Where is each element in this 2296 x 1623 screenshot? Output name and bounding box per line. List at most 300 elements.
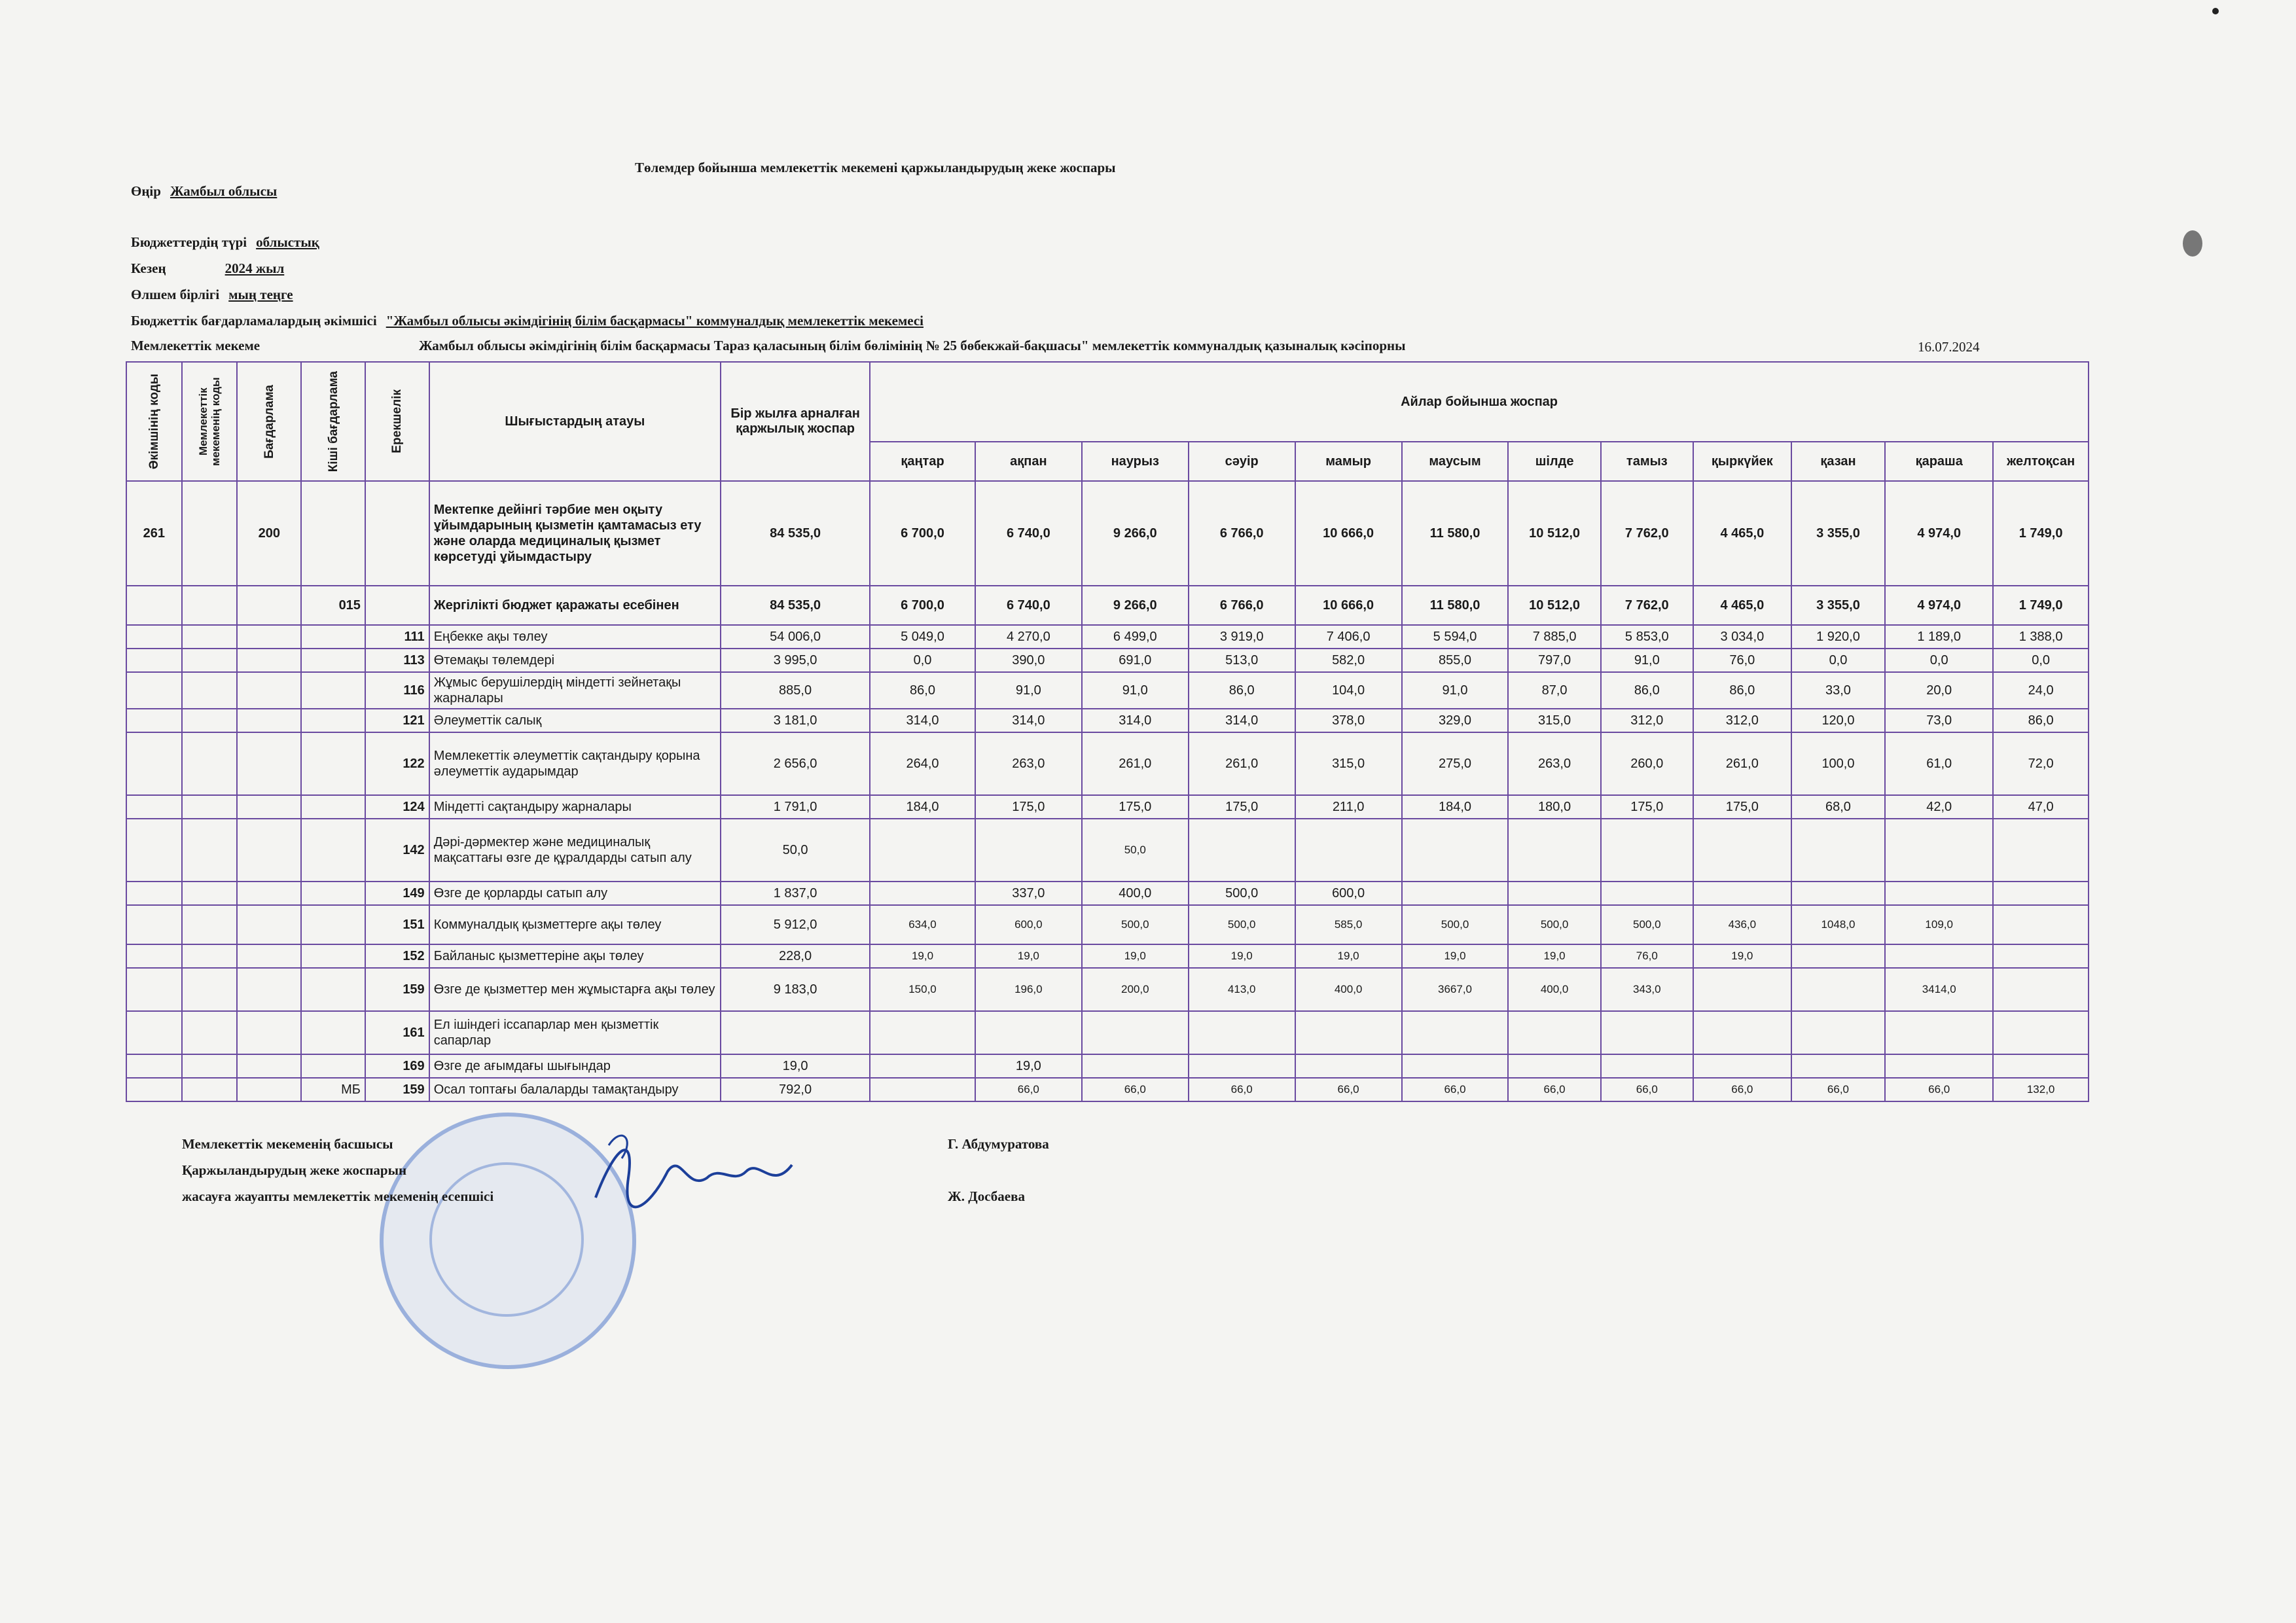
month-value-cell: 91,0 (1402, 672, 1509, 709)
month-value-cell: 86,0 (870, 672, 975, 709)
admin-value: "Жамбыл облысы әкімдігінің білім басқармасы" коммуналдық мемлекеттік мекемесі (386, 313, 924, 329)
month-value-cell: 150,0 (870, 968, 975, 1011)
subprogram-cell (301, 481, 365, 586)
header-monthly-plan: Айлар бойынша жоспар (870, 362, 2089, 442)
annual-plan-cell: 792,0 (721, 1078, 870, 1101)
unit-line (131, 287, 293, 303)
month-header: қыркүйек (1693, 442, 1791, 481)
month-value-cell: 0,0 (1885, 649, 1993, 672)
month-value-cell: 6 766,0 (1189, 481, 1295, 586)
month-value-cell (1993, 968, 2089, 1011)
month-value-cell (1508, 882, 1600, 905)
institution-code-cell (182, 1078, 238, 1101)
month-value-cell (1791, 819, 1885, 882)
month-value-cell: 76,0 (1601, 944, 1693, 968)
month-value-cell: 263,0 (1508, 732, 1600, 795)
program-cell (237, 672, 301, 709)
month-value-cell (1601, 819, 1693, 882)
admin-code-cell (126, 819, 182, 882)
month-value-cell (1693, 1054, 1791, 1078)
month-value-cell: 390,0 (975, 649, 1082, 672)
specific-cell: 121 (365, 709, 429, 732)
month-value-cell (975, 1011, 1082, 1054)
expense-name-cell: Жұмыс берушілердің міндетті зейнетақы жарналары (429, 672, 721, 709)
table-row (126, 586, 2089, 625)
admin-code-cell (126, 625, 182, 649)
admin-code-cell (126, 905, 182, 944)
month-value-cell: 66,0 (975, 1078, 1082, 1101)
table-row (126, 968, 2089, 1011)
annual-plan-cell: 3 181,0 (721, 709, 870, 732)
month-header: сәуір (1189, 442, 1295, 481)
month-value-cell (1508, 819, 1600, 882)
month-value-cell (1791, 1054, 1885, 1078)
month-value-cell: 6 740,0 (975, 481, 1082, 586)
annual-plan-cell: 228,0 (721, 944, 870, 968)
month-value-cell: 76,0 (1693, 649, 1791, 672)
month-value-cell (870, 1011, 975, 1054)
month-value-cell: 66,0 (1693, 1078, 1791, 1101)
month-value-cell: 513,0 (1189, 649, 1295, 672)
region-label: Өңір (131, 183, 161, 199)
month-value-cell: 400,0 (1295, 968, 1402, 1011)
month-value-cell: 7 406,0 (1295, 625, 1402, 649)
month-value-cell: 5 594,0 (1402, 625, 1509, 649)
institution-value: Жамбыл облысы әкімдігінің білім басқармасы Тараз қаласының білім бөлімінің № 25 бөбекжай-бақшасы" мемлекеттік коммуналдық қазыналық кәсіпорны (419, 338, 1406, 353)
expense-name-cell: Өзге де қорларды сатып алу (429, 882, 721, 905)
month-value-cell (1082, 1011, 1189, 1054)
expense-name-cell: Жергілікті бюджет қаражаты есебінен (429, 586, 721, 625)
month-value-cell (1601, 1011, 1693, 1054)
month-value-cell (1508, 1011, 1600, 1054)
month-value-cell: 7 885,0 (1508, 625, 1600, 649)
month-value-cell: 120,0 (1791, 709, 1885, 732)
admin-code-cell (126, 672, 182, 709)
admin-code-cell (126, 944, 182, 968)
month-value-cell: 211,0 (1295, 795, 1402, 819)
month-value-cell (1601, 882, 1693, 905)
program-cell (237, 795, 301, 819)
accountant-signature (589, 1119, 798, 1224)
institution-code-cell (182, 944, 238, 968)
admin-label: Бюджеттік бағдарламалардың әкімшісі (131, 313, 377, 329)
month-value-cell (1402, 1011, 1509, 1054)
institution-code-cell (182, 586, 238, 625)
month-value-cell: 19,0 (1189, 944, 1295, 968)
month-value-cell: 263,0 (975, 732, 1082, 795)
month-value-cell (1885, 1011, 1993, 1054)
month-value-cell: 6 700,0 (870, 586, 975, 625)
budget-type-line (131, 234, 319, 251)
institution-code-cell (182, 795, 238, 819)
month-value-cell (1189, 819, 1295, 882)
month-value-cell: 261,0 (1082, 732, 1189, 795)
month-value-cell: 500,0 (1508, 905, 1600, 944)
accountant-name: Ж. Досбаева (948, 1188, 1025, 1204)
admin-code-cell (126, 968, 182, 1011)
document-date: 16.07.2024 (1918, 339, 1980, 355)
header-subprogram: Кіші бағдарлама (301, 362, 365, 481)
subprogram-cell (301, 1054, 365, 1078)
month-value-cell: 585,0 (1295, 905, 1402, 944)
expense-name-cell: Осал топтағы балаларды тамақтандыру (429, 1078, 721, 1101)
unit-value: мың теңге (228, 287, 293, 302)
period-line (131, 260, 284, 277)
institution-code-cell (182, 481, 238, 586)
annual-plan-cell: 5 912,0 (721, 905, 870, 944)
month-header: қазан (1791, 442, 1885, 481)
month-value-cell: 314,0 (975, 709, 1082, 732)
month-value-cell: 500,0 (1189, 905, 1295, 944)
subprogram-cell (301, 625, 365, 649)
annual-plan-cell: 1 837,0 (721, 882, 870, 905)
month-value-cell: 19,0 (1402, 944, 1509, 968)
program-cell (237, 709, 301, 732)
month-value-cell: 312,0 (1693, 709, 1791, 732)
month-value-cell (1693, 1011, 1791, 1054)
month-value-cell: 400,0 (1082, 882, 1189, 905)
subprogram-cell (301, 672, 365, 709)
month-value-cell: 132,0 (1993, 1078, 2089, 1101)
month-value-cell (870, 819, 975, 882)
month-value-cell (1885, 1054, 1993, 1078)
month-value-cell: 6 740,0 (975, 586, 1082, 625)
month-value-cell: 500,0 (1402, 905, 1509, 944)
month-value-cell (975, 819, 1082, 882)
admin-code-cell (126, 586, 182, 625)
month-value-cell: 20,0 (1885, 672, 1993, 709)
admin-code-cell (126, 649, 182, 672)
month-value-cell (1993, 819, 2089, 882)
month-value-cell: 66,0 (1295, 1078, 1402, 1101)
month-value-cell: 797,0 (1508, 649, 1600, 672)
month-value-cell: 4 974,0 (1885, 586, 1993, 625)
month-value-cell: 312,0 (1601, 709, 1693, 732)
month-value-cell: 315,0 (1295, 732, 1402, 795)
table-row (126, 481, 2089, 586)
month-value-cell (1693, 882, 1791, 905)
expense-name-cell: Әлеуметтік салық (429, 709, 721, 732)
month-value-cell: 314,0 (870, 709, 975, 732)
subprogram-cell (301, 819, 365, 882)
month-value-cell: 50,0 (1082, 819, 1189, 882)
month-value-cell: 261,0 (1693, 732, 1791, 795)
specific-cell (365, 481, 429, 586)
month-value-cell (1189, 1011, 1295, 1054)
month-value-cell (1993, 882, 2089, 905)
month-value-cell: 66,0 (1508, 1078, 1600, 1101)
table-row (126, 795, 2089, 819)
month-value-cell: 4 465,0 (1693, 586, 1791, 625)
month-value-cell: 10 666,0 (1295, 481, 1402, 586)
month-value-cell: 104,0 (1295, 672, 1402, 709)
month-value-cell (1295, 1054, 1402, 1078)
expense-name-cell: Байланыс қызметтеріне ақы төлеу (429, 944, 721, 968)
month-value-cell: 0,0 (1993, 649, 2089, 672)
month-value-cell (1791, 944, 1885, 968)
program-cell (237, 586, 301, 625)
month-value-cell: 19,0 (975, 1054, 1082, 1078)
month-value-cell (1693, 819, 1791, 882)
subprogram-cell (301, 905, 365, 944)
month-value-cell (1402, 819, 1509, 882)
month-value-cell: 261,0 (1189, 732, 1295, 795)
table-row (126, 732, 2089, 795)
month-value-cell (1693, 968, 1791, 1011)
admin-code-cell (126, 882, 182, 905)
table-row (126, 944, 2089, 968)
institution-code-cell (182, 968, 238, 1011)
month-value-cell: 0,0 (870, 649, 975, 672)
specific-cell: 159 (365, 968, 429, 1011)
program-cell (237, 1078, 301, 1101)
month-value-cell: 33,0 (1791, 672, 1885, 709)
program-cell (237, 1011, 301, 1054)
month-value-cell: 436,0 (1693, 905, 1791, 944)
month-value-cell (870, 1054, 975, 1078)
specific-cell (365, 586, 429, 625)
subprogram-cell (301, 882, 365, 905)
admin-line (131, 313, 924, 329)
table-row (126, 1011, 2089, 1054)
month-value-cell: 10 512,0 (1508, 481, 1600, 586)
month-value-cell: 314,0 (1189, 709, 1295, 732)
month-value-cell (1295, 819, 1402, 882)
month-value-cell: 500,0 (1082, 905, 1189, 944)
institution-code-cell (182, 625, 238, 649)
program-cell (237, 905, 301, 944)
institution-code-cell (182, 672, 238, 709)
month-value-cell: 19,0 (1082, 944, 1189, 968)
month-value-cell: 314,0 (1082, 709, 1189, 732)
month-value-cell: 86,0 (1993, 709, 2089, 732)
month-value-cell: 47,0 (1993, 795, 2089, 819)
accountant-label-1: Қаржыландырудың жеке жоспарын (182, 1162, 407, 1178)
month-value-cell: 691,0 (1082, 649, 1189, 672)
subprogram-cell (301, 709, 365, 732)
month-value-cell: 3 919,0 (1189, 625, 1295, 649)
institution-code-cell (182, 709, 238, 732)
month-value-cell: 500,0 (1601, 905, 1693, 944)
month-value-cell: 1 388,0 (1993, 625, 2089, 649)
month-header: қаңтар (870, 442, 975, 481)
month-value-cell: 1048,0 (1791, 905, 1885, 944)
month-value-cell (870, 1078, 975, 1101)
subprogram-cell: 015 (301, 586, 365, 625)
program-cell (237, 968, 301, 1011)
table-row (126, 819, 2089, 882)
period-label: Кезең (131, 260, 166, 276)
specific-cell: 152 (365, 944, 429, 968)
specific-cell: 124 (365, 795, 429, 819)
month-value-cell: 3 034,0 (1693, 625, 1791, 649)
accountant-label-2: жасауға жауапты мемлекеттік мекеменің есепшісі (182, 1188, 494, 1204)
specific-cell: 161 (365, 1011, 429, 1054)
specific-cell: 159 (365, 1078, 429, 1101)
page-title: Төлемдер бойынша мемлекеттік мекемені қаржыландырудың жеке жоспары (635, 160, 1116, 175)
specific-cell: 122 (365, 732, 429, 795)
program-cell (237, 1054, 301, 1078)
month-value-cell: 175,0 (1082, 795, 1189, 819)
month-value-cell (1189, 1054, 1295, 1078)
month-value-cell: 175,0 (1693, 795, 1791, 819)
month-value-cell: 1 749,0 (1993, 481, 2089, 586)
subprogram-cell (301, 732, 365, 795)
admin-code-cell (126, 1078, 182, 1101)
paper-speck (2212, 8, 2219, 14)
plan-body (126, 481, 2089, 1101)
subprogram-cell: МБ (301, 1078, 365, 1101)
expense-name-cell: Міндетті сақтандыру жарналары (429, 795, 721, 819)
month-value-cell: 180,0 (1508, 795, 1600, 819)
table-row (126, 625, 2089, 649)
annual-plan-cell: 9 183,0 (721, 968, 870, 1011)
month-value-cell: 500,0 (1189, 882, 1295, 905)
month-value-cell: 0,0 (1791, 649, 1885, 672)
expense-name-cell: Ел ішіндегі іссапарлар мен қызметтік сапарлар (429, 1011, 721, 1054)
budget-type-label: Бюджеттердің түрі (131, 234, 247, 250)
program-cell (237, 649, 301, 672)
month-value-cell: 634,0 (870, 905, 975, 944)
program-cell (237, 625, 301, 649)
month-value-cell: 264,0 (870, 732, 975, 795)
month-value-cell (1993, 944, 2089, 968)
program-cell (237, 882, 301, 905)
month-value-cell: 100,0 (1791, 732, 1885, 795)
month-header: наурыз (1082, 442, 1189, 481)
table-row (126, 1078, 2089, 1101)
month-header: желтоқсан (1993, 442, 2089, 481)
month-value-cell: 5 049,0 (870, 625, 975, 649)
institution-code-cell (182, 882, 238, 905)
month-value-cell: 86,0 (1601, 672, 1693, 709)
month-value-cell: 19,0 (870, 944, 975, 968)
month-value-cell: 260,0 (1601, 732, 1693, 795)
month-value-cell: 4 465,0 (1693, 481, 1791, 586)
month-value-cell: 315,0 (1508, 709, 1600, 732)
institution-code-cell (182, 905, 238, 944)
specific-cell: 111 (365, 625, 429, 649)
month-value-cell: 9 266,0 (1082, 481, 1189, 586)
month-value-cell: 66,0 (1402, 1078, 1509, 1101)
month-value-cell: 73,0 (1885, 709, 1993, 732)
month-value-cell: 19,0 (1508, 944, 1600, 968)
month-value-cell (1791, 882, 1885, 905)
month-value-cell: 400,0 (1508, 968, 1600, 1011)
month-value-cell: 91,0 (1601, 649, 1693, 672)
annual-plan-cell: 84 535,0 (721, 481, 870, 586)
month-value-cell: 11 580,0 (1402, 586, 1509, 625)
month-value-cell (1885, 944, 1993, 968)
month-value-cell: 68,0 (1791, 795, 1885, 819)
month-value-cell: 1 749,0 (1993, 586, 2089, 625)
expense-name-cell: Мемлекеттік әлеуметтік сақтандыру қорына әлеуметтік аударымдар (429, 732, 721, 795)
annual-plan-cell: 50,0 (721, 819, 870, 882)
month-value-cell: 10 666,0 (1295, 586, 1402, 625)
month-value-cell: 6 700,0 (870, 481, 975, 586)
table-row (126, 649, 2089, 672)
institution-code-cell (182, 1011, 238, 1054)
month-value-cell (1885, 819, 1993, 882)
month-value-cell: 1 920,0 (1791, 625, 1885, 649)
admin-code-cell: 261 (126, 481, 182, 586)
month-value-cell: 184,0 (870, 795, 975, 819)
paper-speck (2183, 230, 2202, 257)
month-value-cell: 86,0 (1189, 672, 1295, 709)
annual-plan-cell: 3 995,0 (721, 649, 870, 672)
month-value-cell: 7 762,0 (1601, 586, 1693, 625)
financing-plan-table (126, 361, 2089, 1102)
month-value-cell (1402, 882, 1509, 905)
month-value-cell: 600,0 (975, 905, 1082, 944)
month-header: маусым (1402, 442, 1509, 481)
table-row (126, 905, 2089, 944)
expense-name-cell: Өзге де ағымдағы шығындар (429, 1054, 721, 1078)
month-header: ақпан (975, 442, 1082, 481)
month-value-cell (1601, 1054, 1693, 1078)
header-program: Бағдарлама (237, 362, 301, 481)
table-row (126, 1054, 2089, 1078)
institution-label: Мемлекеттік мекеме (131, 338, 260, 353)
month-value-cell: 600,0 (1295, 882, 1402, 905)
annual-plan-cell: 54 006,0 (721, 625, 870, 649)
month-value-cell: 66,0 (1601, 1078, 1693, 1101)
month-value-cell: 1 189,0 (1885, 625, 1993, 649)
month-value-cell: 11 580,0 (1402, 481, 1509, 586)
month-value-cell: 3 355,0 (1791, 481, 1885, 586)
month-value-cell: 109,0 (1885, 905, 1993, 944)
month-value-cell: 72,0 (1993, 732, 2089, 795)
subprogram-cell (301, 968, 365, 1011)
month-value-cell: 61,0 (1885, 732, 1993, 795)
month-value-cell (870, 882, 975, 905)
institution-code-cell (182, 819, 238, 882)
expense-name-cell: Өтемақы төлемдері (429, 649, 721, 672)
month-value-cell: 343,0 (1601, 968, 1693, 1011)
table-row (126, 672, 2089, 709)
subprogram-cell (301, 1011, 365, 1054)
month-value-cell (1993, 905, 2089, 944)
month-value-cell: 66,0 (1885, 1078, 1993, 1101)
month-header: қараша (1885, 442, 1993, 481)
unit-label: Өлшем бірлігі (131, 287, 220, 302)
month-value-cell: 3 355,0 (1791, 586, 1885, 625)
month-value-cell (1993, 1011, 2089, 1054)
month-value-cell: 3667,0 (1402, 968, 1509, 1011)
specific-cell: 169 (365, 1054, 429, 1078)
month-value-cell: 196,0 (975, 968, 1082, 1011)
institution-code-cell (182, 649, 238, 672)
annual-plan-cell: 84 535,0 (721, 586, 870, 625)
institution-code-cell (182, 732, 238, 795)
month-value-cell: 19,0 (1693, 944, 1791, 968)
month-value-cell: 87,0 (1508, 672, 1600, 709)
month-value-cell: 855,0 (1402, 649, 1509, 672)
month-value-cell: 413,0 (1189, 968, 1295, 1011)
annual-plan-cell: 19,0 (721, 1054, 870, 1078)
header-specific: Ерекшелік (365, 362, 429, 481)
month-value-cell (1885, 882, 1993, 905)
institution-code-cell (182, 1054, 238, 1078)
month-value-cell: 42,0 (1885, 795, 1993, 819)
month-value-cell: 275,0 (1402, 732, 1509, 795)
region-line (131, 183, 277, 200)
subprogram-cell (301, 649, 365, 672)
program-cell: 200 (237, 481, 301, 586)
region-value: Жамбыл облысы (170, 183, 278, 199)
month-header: мамыр (1295, 442, 1402, 481)
month-value-cell (1402, 1054, 1509, 1078)
